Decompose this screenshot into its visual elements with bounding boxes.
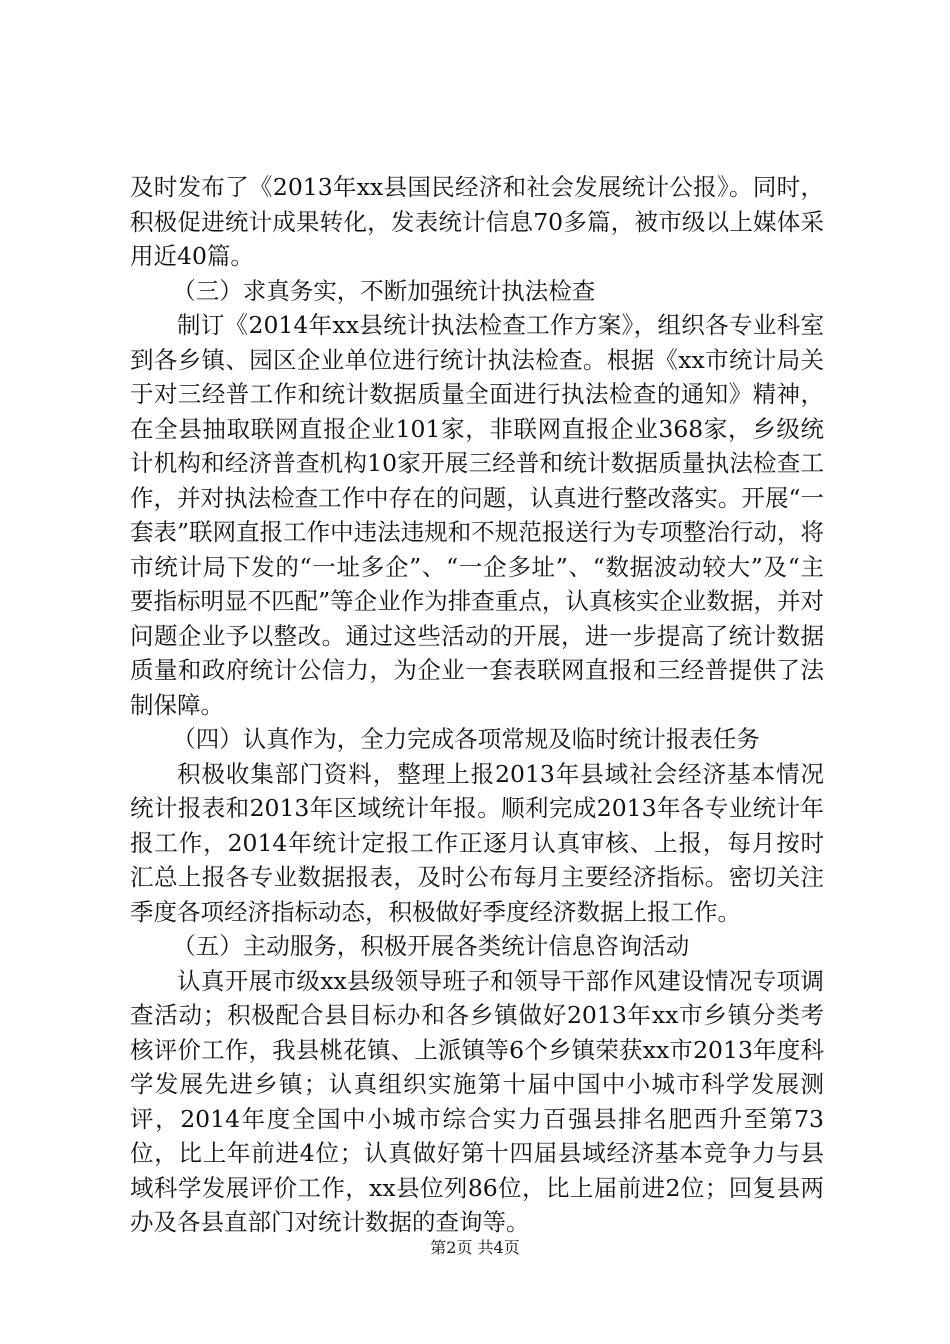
- paragraph-law-enforcement: 制订《2014年xx县统计执法检查工作方案》，组织各专业科室到各乡镇、园区企业单位进行统计执法检查。根据《xx市统计局关于对三经普工作和统计数据质量全面进行执法检查的通知》精神，在全县抽取联网直报企业101家，非联网直报企业368家，乡级统计机构和经济普查机构10家开展三经普和统计数据质量执法检查工作，并对执法检查工作中存在的问题，认真进行整改落实。开展“一套表”联网直报工作中违法违规和不规范报送行为专项整治行动，将市统计局下发的“一址多企”、“一企多址”、“数据波动较大”及“主要指标明显不匹配”等企业作为排查重点，认真核实企业数据，并对问题企业予以整改。通过这些活动的开展，进一步提高了统计数据质量和政府统计公信力，为企业一套表联网直报和三经普提供了法制保障。: [130, 311, 824, 719]
- section-heading-4: （四）认真作为，全力完成各项常规及临时统计报表任务: [172, 725, 760, 753]
- paragraph-consulting-services: 认真开展市级xx县级领导班子和领导干部作风建设情况专项调查活动；积极配合县目标办和各乡镇做好2013年xx市乡镇分类考核评价工作，我县桃花镇、上派镇等6个乡镇荣获xx市2013年度科学发展先进乡镇；认真组织实施第十届中国中小城市科学发展测评，2014年度全国中小城市综合实力百强县排名肥西升至第73位，比上年前进4位；认真做好第十四届县域经济基本竞争力与县域科学发展评价工作，xx县位列86位，比上届前进2位；回复县两办及各县直部门对统计数据的查询等。: [130, 966, 824, 1236]
- section-heading-5: （五）主动服务，积极开展各类统计信息咨询活动: [172, 932, 690, 960]
- section-heading-3: （三）求真务实，不断加强统计执法检查: [172, 276, 596, 305]
- page-number-footer: 第2页 共4页: [430, 1238, 520, 1257]
- document-body: [130, 170, 824, 1240]
- paragraph-statistics-bulletin: 及时发布了《2013年xx县国民经济和社会发展统计公报》。同时，积极促进统计成果转化，发表统计信息70多篇，被市级以上媒体采用近40篇。: [130, 173, 824, 270]
- paragraph-report-tasks: 积极收集部门资料，整理上报2013年县域社会经济基本情况统计报表和2013年区域统计年报。顺利完成2013年各专业统计年报工作，2014年统计定报工作正逐月认真审核、上报，每月按时汇总上报各专业数据报表，及时公布每月主要经济指标。密切关注季度各项经济指标动态，积极做好季度经济数据上报工作。: [130, 759, 824, 926]
